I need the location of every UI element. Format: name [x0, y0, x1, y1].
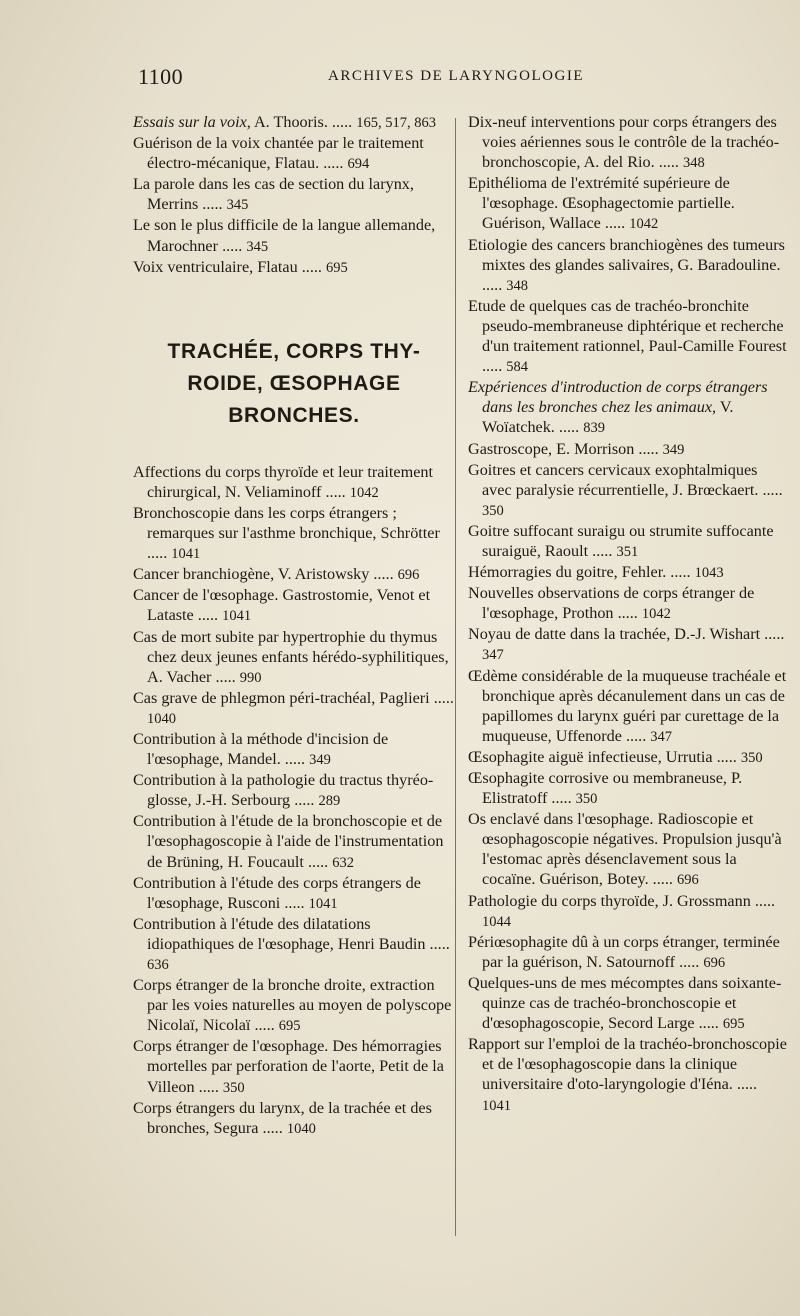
entry-text: Quelques-uns de mes mécomptes dans soixante-quinze cas de trachéo-bronchoscopie et d'œsophagoscopie, Secord Large	[468, 973, 782, 1033]
index-entry: Voix ventriculaire, Flatau ..... 695	[133, 257, 348, 276]
index-entry: Goitre suffocant suraigu ou strumite suffocante suraiguë, Raoult ..... 351	[468, 521, 774, 560]
entry-text: Epithélioma de l'extrémité supérieure de l'œsophage. Œsophagectomie partielle. Guérison, Wallace	[468, 174, 735, 233]
entry-text: Gastroscope, E. Morrison	[468, 439, 635, 458]
entry-page-ref: 636	[147, 957, 169, 973]
entry-text: Contribution à la méthode d'incision de l'œsophage, Mandel.	[133, 729, 389, 769]
entry-text: Cas grave de phlegmon péri-trachéal, Paglieri	[133, 688, 430, 707]
entry-page-ref: 694	[347, 156, 370, 173]
index-entry: Dix-neuf interventions pour corps étrangers des voies aériennes sous le contrôle de la trachéo-bronchoscopie, A. del Rio. ..... 348	[468, 113, 780, 172]
entry-page-ref: 349	[309, 752, 331, 769]
entry-text: Hémorragies du goitre, Fehler.	[468, 563, 667, 582]
entry-page-ref: 584	[506, 359, 529, 376]
entry-page-ref: 350	[575, 791, 598, 808]
entry-page-ref: 348	[506, 277, 529, 294]
entry-text: Guérison de la voix chantée par le traitement électro-mécanique, Flatau.	[133, 134, 424, 173]
index-entry: Expériences d'introduction de corps étrangers dans les bronches chez les animaux, V. Woïatchek. ..... 839	[468, 378, 768, 437]
entry-text: Affections du corps thyroïde et leur traitement chirurgical, N. Veliaminoff	[133, 462, 433, 501]
index-entry: Gastroscope, E. Morrison ..... 349	[468, 439, 685, 458]
running-title: ARCHIVES DE LARYNGOLOGIE	[328, 68, 584, 84]
index-list-trachea-left	[133, 462, 455, 1139]
entry-page-ref: 289	[318, 793, 341, 810]
page-number: 1100	[138, 64, 184, 89]
index-entry: Bronchoscopie dans les corps étrangers ; remarques sur l'asthme bronchique, Schrötter ..... 1041	[133, 503, 440, 563]
index-entry: Périœsophagite dû à un corps étranger, terminée par la guérison, N. Satournoff ..... 696	[468, 932, 780, 971]
entry-text: Rapport sur l'emploi de la trachéo-bronchoscopie et de l'œsophagoscopie dans la clinique universitaire d'oto-laryngologie d'Iéna.	[468, 1035, 787, 1094]
index-entry: Corps étranger de l'œsophage. Des hémorragies mortelles par perforation de l'aorte, Petit de la Villeon ..... 350	[133, 1037, 444, 1096]
index-entry: Contribution à la pathologie du tractus thyréo-glosse, J.-H. Serbourg ..... 289	[133, 771, 434, 810]
entry-page-ref: 165, 517, 863	[356, 115, 436, 131]
section-title-line-1: TRACHÉE, CORPS THY-	[167, 339, 421, 363]
right-column	[468, 112, 790, 1116]
entry-page-ref: 695	[722, 1016, 745, 1033]
entry-page-ref: 839	[583, 420, 605, 437]
entry-text: Voix ventriculaire, Flatau	[133, 257, 298, 276]
entry-page-ref: 990	[239, 669, 262, 686]
index-entry: Contribution à l'étude de la bronchoscopie et de l'œsophagoscopie à l'aide de l'instrumentation de Brüning, H. Foucault ..... 632	[133, 812, 444, 871]
entry-text: Cancer branchiogène, V. Aristowsky	[133, 565, 370, 584]
index-entry: Cas grave de phlegmon péri-trachéal, Paglieri ..... 1040	[133, 688, 454, 727]
entry-page-ref: 1041	[482, 1097, 511, 1114]
column-divider	[455, 118, 456, 1236]
entry-page-ref: 350	[482, 502, 504, 519]
left-column	[133, 112, 455, 1139]
entry-text: Goitre suffocant suraigu ou strumite suffocante suraiguë, Raoult	[468, 521, 774, 560]
index-entry: Cancer branchiogène, V. Aristowsky ..... 696	[133, 565, 420, 584]
entry-text: Os enclavé dans l'œsophage. Radioscopie et œsophagoscopie négatives. Propulsion jusqu'à l'estomac après désenclavement sous la cocaïne. Guérison, Botey.	[468, 810, 782, 889]
entry-text: Corps étranger de l'œsophage. Des hémorragies mortelles par perforation de l'aorte, Petit de la Villeon	[133, 1037, 444, 1096]
entry-text: La parole dans les cas de section du larynx, Merrins	[133, 175, 414, 214]
entry-page-ref: 1043	[694, 565, 724, 582]
entry-text: Etiologie des cancers branchiogènes des tumeurs mixtes des glandes salivaires, G. Baradouline.	[468, 235, 785, 274]
entry-page-ref: 1040	[286, 1120, 316, 1137]
entry-text: Périœsophagite dû à un corps étranger, terminée par la guérison, N. Satournoff	[468, 932, 780, 971]
section-title-line-3: BRONCHES.	[228, 403, 360, 427]
entry-page-ref: 347	[482, 647, 504, 664]
entry-text: Contribution à l'étude des dilatations idiopathiques de l'œsophage, Henri Baudin	[133, 914, 426, 953]
index-entry: Os enclavé dans l'œsophage. Radioscopie et œsophagoscopie négatives. Propulsion jusqu'à l'estomac après désenclavement sous la cocaïne. Guérison, Botey. ..... 696	[468, 810, 782, 889]
entry-page-ref: 351	[616, 543, 639, 560]
entry-page-ref: 695	[326, 259, 348, 276]
entry-page-ref: 1041	[308, 895, 338, 912]
entry-page-ref: 696	[703, 954, 726, 971]
entry-text: Le son le plus difficile de la langue allemande, Marochner	[133, 216, 436, 255]
entry-italic-title: Essais sur la voix,	[133, 113, 251, 131]
entry-text: Contribution à l'étude de la bronchoscopie et de l'œsophagoscopie à l'aide de l'instrumentation de Brüning, H. Foucault	[133, 812, 444, 871]
index-entry: Rapport sur l'emploi de la trachéo-bronchoscopie et de l'œsophagoscopie dans la clinique universitaire d'oto-laryngologie d'Iéna. ..... 1041	[468, 1035, 787, 1114]
section-title	[133, 336, 455, 432]
entry-page-ref: 1041	[171, 546, 201, 563]
entry-text: Corps étranger de la bronche droite, extraction par les voies naturelles au moyen de polyscope Nicolaï, Nicolaï	[133, 976, 452, 1035]
index-entry: Le son le plus difficile de la langue allemande, Marochner ..... 345	[133, 216, 436, 255]
entry-text: Dix-neuf interventions pour corps étrangers des voies aériennes sous le contrôle de la trachéo-bronchoscopie, A. del Rio.	[468, 113, 780, 172]
index-entry: Corps étranger de la bronche droite, extraction par les voies naturelles au moyen de polyscope Nicolaï, Nicolaï ..... 695	[133, 976, 452, 1035]
entry-page-ref: 696	[676, 872, 699, 889]
section-title-line-2: ROIDE, ŒSOPHAGE	[187, 371, 401, 395]
entry-page-ref: 1042	[349, 484, 379, 501]
entry-page-ref: 345	[246, 238, 269, 255]
entry-text: Corps étrangers du larynx, de la trachée et des bronches, Segura	[133, 1098, 432, 1137]
entry-page-ref: 695	[278, 1018, 301, 1035]
index-entry: Œdème considérable de la muqueuse trachéale et bronchique après décanulement dans un cas de papillomes du larynx guéri par curettage de la muqueuse, Uffenorde ..... 347	[468, 666, 787, 745]
entry-text: A. Thooris.	[250, 113, 328, 131]
index-entry: Œsophagite corrosive ou membraneuse, P. Elistratoff ..... 350	[468, 769, 743, 808]
index-entry: Cas de mort subite par hypertrophie du thymus chez deux jeunes enfants hérédo-syphilitiques, A. Vacher ..... 990	[133, 627, 449, 686]
index-list-voice	[133, 112, 455, 278]
index-entry: Nouvelles observations de corps étranger de l'œsophage, Prothon ..... 1042	[468, 584, 755, 623]
entry-page-ref: 350	[222, 1079, 245, 1096]
index-entry: Pathologie du corps thyroïde, J. Grossmann ..... 1044	[468, 891, 776, 930]
index-list-trachea-right	[468, 112, 790, 1116]
entry-page-ref: 1042	[629, 216, 659, 233]
index-entry: Corps étrangers du larynx, de la trachée et des bronches, Segura ..... 1040	[133, 1098, 432, 1137]
index-entry: Noyau de datte dans la trachée, D.-J. Wishart ..... 347	[468, 625, 785, 664]
entry-text: Œdème considérable de la muqueuse trachéale et bronchique après décanulement dans un cas de papillomes du larynx guéri par curettage de la muqueuse, Uffenorde	[468, 666, 787, 745]
index-entry: Contribution à la méthode d'incision de l'œsophage, Mandel. ..... 349	[133, 729, 389, 769]
entry-text: Contribution à l'étude des corps étrangers de l'œsophage, Rusconi	[133, 873, 421, 912]
index-entry: Cancer de l'œsophage. Gastrostomie, Venot et Lataste ..... 1041	[133, 586, 431, 625]
entry-italic-title: Expériences d'introduction de corps étrangers dans les bronches chez les animaux,	[468, 378, 768, 417]
entry-text: Contribution à la pathologie du tractus thyréo-glosse, J.-H. Serbourg	[133, 771, 434, 810]
entry-text: Goitres et cancers cervicaux exophtalmiques avec paralysie récurrentielle, J. Brœckaert.	[468, 460, 759, 499]
entry-text: Cas de mort subite par hypertrophie du thymus chez deux jeunes enfants hérédo-syphilitiques, A. Vacher	[133, 627, 449, 686]
index-entry: Goitres et cancers cervicaux exophtalmiques avec paralysie récurrentielle, J. Brœckaert. ..... 350	[468, 460, 783, 519]
entry-page-ref: 632	[332, 854, 354, 871]
index-entry: Essais sur la voix, A. Thooris. ..... 165, 517, 863	[133, 113, 436, 131]
entry-page-ref: 347	[650, 728, 673, 745]
index-entry: Hémorragies du goitre, Fehler. ..... 1043	[468, 563, 724, 582]
index-entry: Contribution à l'étude des corps étrangers de l'œsophage, Rusconi ..... 1041	[133, 873, 421, 912]
entry-text: Etude de quelques cas de trachéo-bronchite pseudo-membraneuse diphtérique et recherche d'un traitement rationnel, Paul-Camille Fourest	[468, 296, 787, 356]
entry-text: V. Woïatchek.	[482, 398, 734, 437]
index-entry: Quelques-uns de mes mécomptes dans soixante-quinze cas de trachéo-bronchoscopie et d'œsophagoscopie, Secord Large ..... 695	[468, 973, 782, 1033]
entry-page-ref: 696	[397, 567, 420, 584]
index-entry: Contribution à l'étude des dilatations idiopathiques de l'œsophage, Henri Baudin ..... 636	[133, 914, 450, 973]
entry-page-ref: 350	[740, 749, 763, 766]
index-entry: La parole dans les cas de section du larynx, Merrins ..... 345	[133, 175, 414, 214]
index-entry: Œsophagite aiguë infectieuse, Urrutia ..... 350	[468, 747, 763, 766]
entry-page-ref: 348	[682, 155, 705, 172]
entry-text: Bronchoscopie dans les corps étrangers ; remarques sur l'asthme bronchique, Schrötter	[133, 503, 440, 543]
index-entry: Etiologie des cancers branchiogènes des tumeurs mixtes des glandes salivaires, G. Baradouline. ..... 348	[468, 235, 785, 294]
entry-text: Nouvelles observations de corps étranger de l'œsophage, Prothon	[468, 584, 755, 623]
entry-page-ref: 1044	[482, 913, 511, 930]
entry-page-ref: 1042	[641, 606, 671, 623]
entry-page-ref: 349	[662, 441, 685, 458]
entry-text: Cancer de l'œsophage. Gastrostomie, Venot et Lataste	[133, 586, 431, 625]
entry-text: Œsophagite corrosive ou membraneuse, P. Elistratoff	[468, 769, 743, 808]
entry-page-ref: 345	[226, 197, 249, 214]
index-entry: Epithélioma de l'extrémité supérieure de l'œsophage. Œsophagectomie partielle. Guérison, Wallace ..... 1042	[468, 174, 735, 233]
index-entry: Affections du corps thyroïde et leur traitement chirurgical, N. Veliaminoff ..... 1042	[133, 462, 433, 501]
entry-text: Pathologie du corps thyroïde, J. Grossmann	[468, 891, 751, 910]
index-entry: Guérison de la voix chantée par le traitement électro-mécanique, Flatau. ..... 694	[133, 134, 424, 173]
entry-text: Noyau de datte dans la trachée, D.-J. Wishart	[468, 625, 761, 644]
entry-text: Œsophagite aiguë infectieuse, Urrutia	[468, 747, 713, 766]
entry-page-ref: 1040	[147, 710, 176, 727]
entry-page-ref: 1041	[222, 608, 252, 625]
index-entry: Etude de quelques cas de trachéo-bronchite pseudo-membraneuse diphtérique et recherche d'un traitement rationnel, Paul-Camille Fourest ..... 584	[468, 296, 787, 376]
